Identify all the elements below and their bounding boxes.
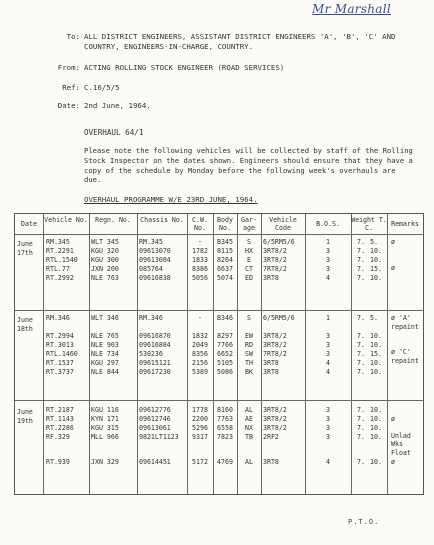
- cell-regn: JXN 329: [91, 458, 119, 466]
- cell-garage: AE: [245, 415, 253, 423]
- header-code: Vehicle Code: [269, 216, 297, 232]
- cell-regn: NLE 734: [91, 350, 119, 358]
- cell-cw: -: [198, 238, 202, 246]
- cell-vehicle: RT.2291: [46, 247, 74, 255]
- cell-cw: 8356: [192, 350, 208, 358]
- cell-wt: 7.: [357, 350, 365, 358]
- cell-chassis: 09616870: [139, 332, 171, 340]
- cell-bos: 4: [326, 368, 330, 376]
- block-remarks: ø ø: [391, 238, 395, 272]
- cell-wc: 10.: [370, 247, 382, 255]
- cell-bos: 3: [326, 265, 330, 273]
- header-weight: Weight T. C.: [351, 216, 387, 232]
- cell-bos: 4: [326, 274, 330, 282]
- cell-code: 3RT8/2: [263, 415, 287, 423]
- cell-chassis: 09613070: [139, 247, 171, 255]
- cell-vehicle: RT.2994: [46, 332, 74, 340]
- date-value: 2nd June, 1964.: [84, 101, 151, 110]
- cell-regn: KGU 297: [91, 359, 119, 367]
- cell-bos: 3: [326, 415, 330, 423]
- cell-code: 6/5RM5/6: [263, 314, 295, 322]
- cell-cw: 5296: [192, 424, 208, 432]
- overhaul-table: [14, 213, 424, 495]
- cell-wt: 7.: [357, 247, 365, 255]
- cell-wc: 10.: [370, 406, 382, 414]
- cell-vehicle: RTL.77: [46, 265, 70, 273]
- cell-cw: 5056: [192, 274, 208, 282]
- cell-code: 3RT8/2: [263, 332, 287, 340]
- cell-wt: 7.: [357, 433, 365, 441]
- cell-regn: NLE 765: [91, 332, 119, 340]
- cell-wc: 15.: [370, 350, 382, 358]
- programme-title: OVERHAUL PROGRAMME W/E 23RD JUNE, 1964.: [84, 195, 258, 204]
- cell-garage: SW: [245, 350, 253, 358]
- cell-chassis: RM.345: [139, 238, 163, 246]
- cell-vehicle: RM.345: [46, 238, 70, 246]
- cell-chassis: 530236: [139, 350, 163, 358]
- pto-label: P.T.O.: [348, 518, 380, 526]
- cell-code: 2RF2: [263, 433, 279, 441]
- cell-cw: 8386: [192, 265, 208, 273]
- cell-wt: 7.: [357, 314, 365, 322]
- cell-body: B345: [217, 238, 233, 246]
- cell-garage: TH: [245, 359, 253, 367]
- cell-body: 8160: [217, 406, 233, 414]
- date-label: Date:: [57, 101, 80, 110]
- cell-wc: 10.: [370, 359, 382, 367]
- cell-code: 3RT8/2: [263, 424, 287, 432]
- cell-vehicle: RTL.1460: [46, 350, 78, 358]
- cell-regn: WLT 346: [91, 314, 119, 322]
- cell-garage: ED: [245, 274, 253, 282]
- cell-chassis: 09613084: [139, 256, 171, 264]
- cell-chassis: 09614451: [139, 458, 171, 466]
- cell-regn: MLL 966: [91, 433, 119, 441]
- cell-regn: KGU 320: [91, 247, 119, 255]
- cell-code: 3RT8/2: [263, 256, 287, 264]
- cell-bos: 4: [326, 458, 330, 466]
- cell-wt: 7.: [357, 424, 365, 432]
- cell-wc: 10.: [370, 274, 382, 282]
- cell-bos: 3: [326, 247, 330, 255]
- cell-code: 7RT8/2: [263, 265, 287, 273]
- cell-bos: 1: [326, 238, 330, 246]
- cell-cw: 9317: [192, 433, 208, 441]
- cell-garage: EW: [245, 332, 253, 340]
- cell-wt: 7.: [357, 341, 365, 349]
- cell-vehicle: RT.1537: [46, 359, 74, 367]
- cell-wt: 7.: [357, 415, 365, 423]
- cell-cw: 2200: [192, 415, 208, 423]
- cell-wt: 7.: [357, 368, 365, 376]
- to-label: To:: [66, 32, 80, 41]
- cell-vehicle: RT.1143: [46, 415, 74, 423]
- header-regn: Regn. No.: [95, 216, 131, 224]
- cell-body: 7766: [217, 341, 233, 349]
- ref-label: Ref:: [62, 83, 80, 92]
- cell-body: 8115: [217, 247, 233, 255]
- cell-code: 3RT8/2: [263, 247, 287, 255]
- header-remarks: Remarks: [391, 220, 419, 228]
- block-date: June 17th: [17, 240, 33, 257]
- cell-code: 3RT8: [263, 368, 279, 376]
- cell-body: 8297: [217, 332, 233, 340]
- cell-wt: 7.: [357, 238, 365, 246]
- cell-garage: NX: [245, 424, 253, 432]
- cell-wc: 10.: [370, 256, 382, 264]
- cell-wt: 7.: [357, 332, 365, 340]
- cell-bos: 3: [326, 424, 330, 432]
- cell-garage: TB: [245, 433, 253, 441]
- header-garage: Gar-age: [241, 216, 257, 232]
- cell-garage: AL: [245, 458, 253, 466]
- cell-bos: 3: [326, 256, 330, 264]
- overhaul-paragraph: Please note the following vehicles will be collected by staff of the Rolling Stock Inspector on the dates shown. Engineers should ensure that they have a copy of the schedule by Monday before the following week's overhauls are due.: [84, 146, 413, 185]
- cell-wc: 10.: [370, 332, 382, 340]
- from-value: ACTING ROLLING STOCK ENGINEER (ROAD SERVICES): [84, 63, 285, 72]
- block-remarks: ø Unlad Wks Float ø: [391, 414, 411, 466]
- cell-wc: 10.: [370, 341, 382, 349]
- cell-regn: KYN 171: [91, 415, 119, 423]
- header-date: Date: [21, 220, 37, 228]
- cell-wc: 15.: [370, 265, 382, 273]
- block-date: June 19th: [17, 408, 33, 425]
- cell-cw: 2156: [192, 359, 208, 367]
- cell-vehicle: RT.2992: [46, 274, 74, 282]
- to-value: ALL DISTRICT ENGINEERS, ASSISTANT DISTRICT ENGINEERS 'A', 'B', 'C' AND COUNTRY, ENGINEERS-IN-CHARGE, COUNTRY.: [84, 32, 396, 51]
- cell-chassis: 09616838: [139, 274, 171, 282]
- cell-garage: HX: [245, 247, 253, 255]
- cell-regn: NLE 763: [91, 274, 119, 282]
- cell-garage: BK: [245, 368, 253, 376]
- cell-chassis: 09617230: [139, 368, 171, 376]
- header-body: Body No.: [217, 216, 233, 232]
- cell-chassis: 09613061: [139, 424, 171, 432]
- cell-chassis: 085764: [139, 265, 163, 273]
- cell-chassis: 09612746: [139, 415, 171, 423]
- cell-cw: 1833: [192, 256, 208, 264]
- header-chassis: Chassis No.: [140, 216, 184, 224]
- cell-code: 3RT8: [263, 458, 279, 466]
- cell-wc: 10.: [370, 424, 382, 432]
- cell-wt: 7.: [357, 274, 365, 282]
- cell-regn: JXN 200: [91, 265, 119, 273]
- header-bos: B.O.S.: [316, 220, 340, 228]
- cell-bos: 1: [326, 314, 330, 322]
- cell-bos: 3: [326, 341, 330, 349]
- cell-bos: 3: [326, 332, 330, 340]
- cell-body: 6652: [217, 350, 233, 358]
- cell-body: 8264: [217, 256, 233, 264]
- cell-cw: 5389: [192, 368, 208, 376]
- cell-bos: 4: [326, 359, 330, 367]
- cell-regn: KGU 116: [91, 406, 119, 414]
- cell-vehicle: RF.329: [46, 433, 70, 441]
- cell-garage: CT: [245, 265, 253, 273]
- cell-bos: 3: [326, 350, 330, 358]
- cell-garage: S: [247, 238, 251, 246]
- cell-body: 6558: [217, 424, 233, 432]
- cell-vehicle: RT.3013: [46, 341, 74, 349]
- cell-garage: E: [247, 256, 251, 264]
- cell-wt: 7.: [357, 458, 365, 466]
- cell-wt: 7.: [357, 359, 365, 367]
- cell-chassis: 09616884: [139, 341, 171, 349]
- cell-garage: S: [247, 314, 251, 322]
- cell-regn: WLT 345: [91, 238, 119, 246]
- cell-garage: RD: [245, 341, 253, 349]
- cell-wt: 7.: [357, 265, 365, 273]
- cell-body: 4769: [217, 458, 233, 466]
- cell-wc: 10.: [370, 415, 382, 423]
- header-cw: C.W. No.: [192, 216, 208, 232]
- handwritten-note: Mr Marshall: [312, 2, 392, 16]
- cell-code: 6/5RM5/6: [263, 238, 295, 246]
- cell-body: B346: [217, 314, 233, 322]
- cell-wt: 7.: [357, 406, 365, 414]
- cell-cw: 2049: [192, 341, 208, 349]
- cell-body: 7823: [217, 433, 233, 441]
- cell-cw: 1832: [192, 332, 208, 340]
- cell-vehicle: RT.2286: [46, 424, 74, 432]
- cell-chassis: 09612776: [139, 406, 171, 414]
- cell-cw: 5172: [192, 458, 208, 466]
- cell-wc: 5.: [370, 238, 378, 246]
- cell-body: 5086: [217, 368, 233, 376]
- cell-code: 3RT8/2: [263, 406, 287, 414]
- ref-value: C.16/5/5: [84, 83, 120, 92]
- cell-body: 6637: [217, 265, 233, 273]
- cell-chassis: 9821LT1123: [139, 433, 179, 441]
- cell-code: 3RT8: [263, 274, 279, 282]
- cell-vehicle: RT.939: [46, 458, 70, 466]
- cell-cw: 1782: [192, 247, 208, 255]
- cell-garage: AL: [245, 406, 253, 414]
- cell-body: 7763: [217, 415, 233, 423]
- header-vehicle: Vehicle No.: [44, 216, 88, 224]
- cell-wc: 5.: [370, 314, 378, 322]
- cell-regn: KGU 300: [91, 256, 119, 264]
- cell-code: 3RT8: [263, 359, 279, 367]
- cell-chassis: RM.346: [139, 314, 163, 322]
- overhaul-title: OVERHAUL 64/1: [84, 128, 144, 137]
- cell-regn: NLE 844: [91, 368, 119, 376]
- cell-wc: 10.: [370, 368, 382, 376]
- block-remarks: ø 'A' repaint ø 'C' repaint: [391, 314, 419, 365]
- cell-vehicle: RTL.1540: [46, 256, 78, 264]
- cell-body: 5105: [217, 359, 233, 367]
- from-label: From:: [57, 63, 80, 72]
- cell-vehicle: RM.346: [46, 314, 70, 322]
- cell-bos: 3: [326, 406, 330, 414]
- cell-code: 3RT8/2: [263, 341, 287, 349]
- cell-regn: KGU 315: [91, 424, 119, 432]
- cell-code: 7RT8/2: [263, 350, 287, 358]
- cell-chassis: 09615121: [139, 359, 171, 367]
- cell-cw: 1778: [192, 406, 208, 414]
- cell-wc: 10.: [370, 433, 382, 441]
- cell-wt: 7.: [357, 256, 365, 264]
- cell-wc: 10.: [370, 458, 382, 466]
- cell-vehicle: RT.3737: [46, 368, 74, 376]
- block-date: June 18th: [17, 316, 33, 333]
- cell-vehicle: RT.2187: [46, 406, 74, 414]
- cell-cw: -: [198, 314, 202, 322]
- cell-bos: 3: [326, 433, 330, 441]
- cell-regn: NLE 903: [91, 341, 119, 349]
- cell-body: 5074: [217, 274, 233, 282]
